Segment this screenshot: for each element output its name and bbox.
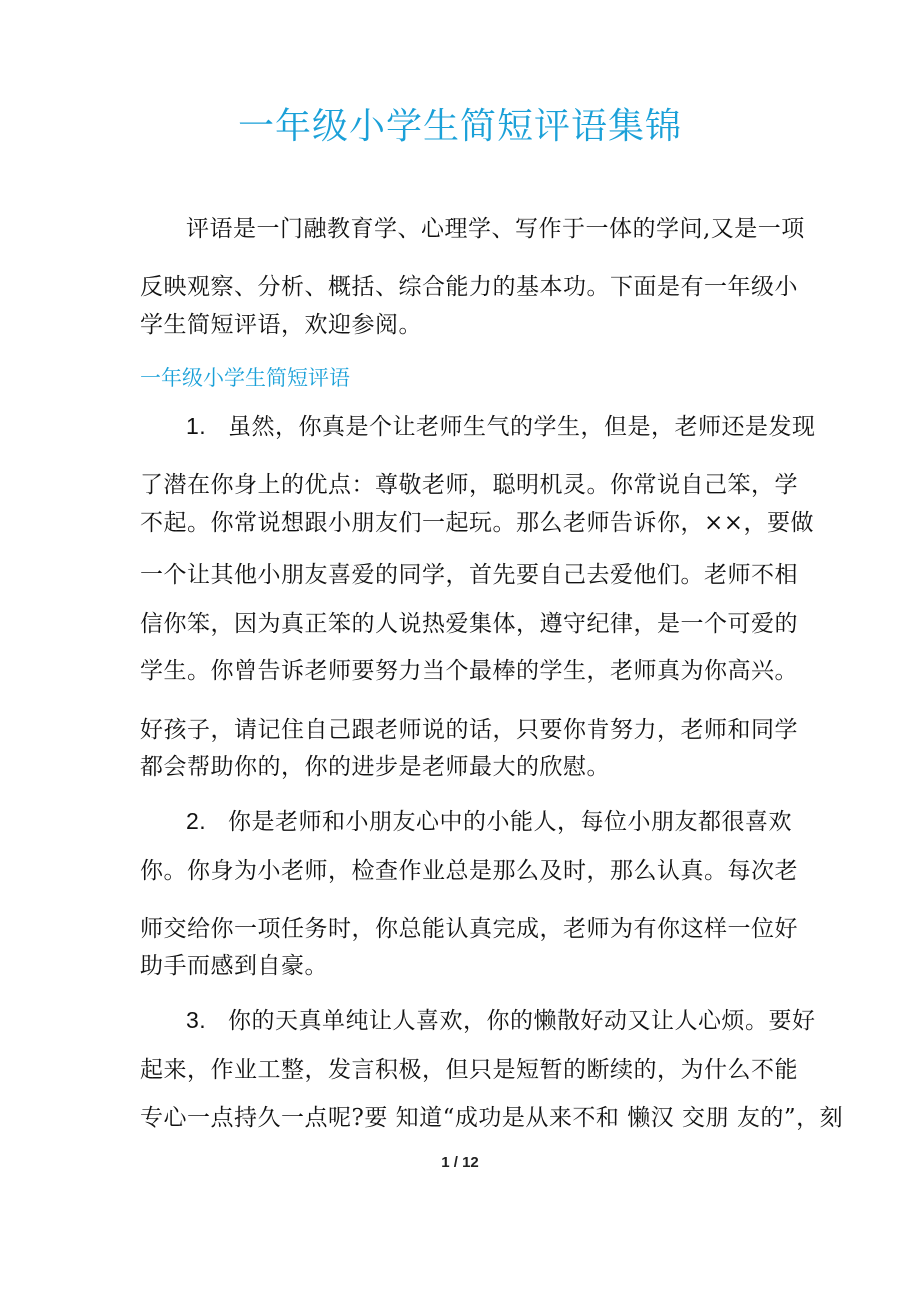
item-number: 2.: [186, 808, 207, 834]
item-text: 虽然，你真是个让老师生气的学生，但是，老师还是发现: [228, 414, 816, 440]
list-item-first-line: [186, 806, 796, 837]
item-line: 助手而感到自豪。: [140, 953, 328, 979]
list-item-first-line: [186, 1005, 816, 1036]
item-line: 你。你身为小老师，检查作业总是那么及时，那么认真。每次老: [140, 858, 798, 884]
item-line: 专心一点持久一点呢?要 知道“成功是从来不和 懒汉 交朋 友的”，刻: [140, 1105, 844, 1131]
item-line: 信你笨，因为真正笨的人说热爱集体，遵守纪律，是一个可爱的: [140, 611, 798, 637]
item-line: 师交给你一项任务时，你总能认真完成，老师为有你这样一位好: [140, 916, 798, 942]
item-line: 了潜在你身上的优点：尊敬老师，聪明机灵。你常说自己笨，学: [140, 472, 798, 498]
intro-line: 反映观察、分析、概括、综合能力的基本功。下面是有一年级小: [140, 274, 798, 300]
page-indicator: 1 / 12: [441, 1154, 479, 1171]
item-text: 你是老师和小朋友心中的小能人，每位小朋友都很喜欢: [228, 809, 792, 835]
item-line: 学生。你曾告诉老师要努力当个最棒的学生，老师真为你高兴。: [140, 658, 798, 684]
section-heading: 一年级小学生简短评语: [140, 366, 350, 390]
item-line: 一个让其他小朋友喜爱的同学，首先要自己去爱他们。老师不相: [140, 562, 798, 588]
intro-line: 评语是一门融教育学、心理学、写作于一体的学问,又是一项: [186, 216, 805, 242]
intro-line: 学生简短评语，欢迎参阅。: [140, 312, 422, 338]
item-line: 好孩子，请记住自己跟老师说的话，只要你肯努力，老师和同学: [140, 717, 798, 743]
item-number: 3.: [186, 1007, 207, 1033]
item-line: 都会帮助你的，你的进步是老师最大的欣慰。: [140, 754, 610, 780]
item-line: 起来，作业工整，发言积极，但只是短暂的断续的，为什么不能: [140, 1057, 798, 1083]
item-text: 你的天真单纯让人喜欢，你的懒散好动又让人心烦。要好: [228, 1008, 816, 1034]
document-title: 一年级小学生简短评语集锦: [237, 106, 682, 147]
item-line: 不起。你常说想跟小朋友们一起玩。那么老师告诉你，××，要做: [140, 510, 815, 536]
item-number: 1.: [186, 413, 207, 439]
list-item-first-line: [186, 411, 816, 442]
